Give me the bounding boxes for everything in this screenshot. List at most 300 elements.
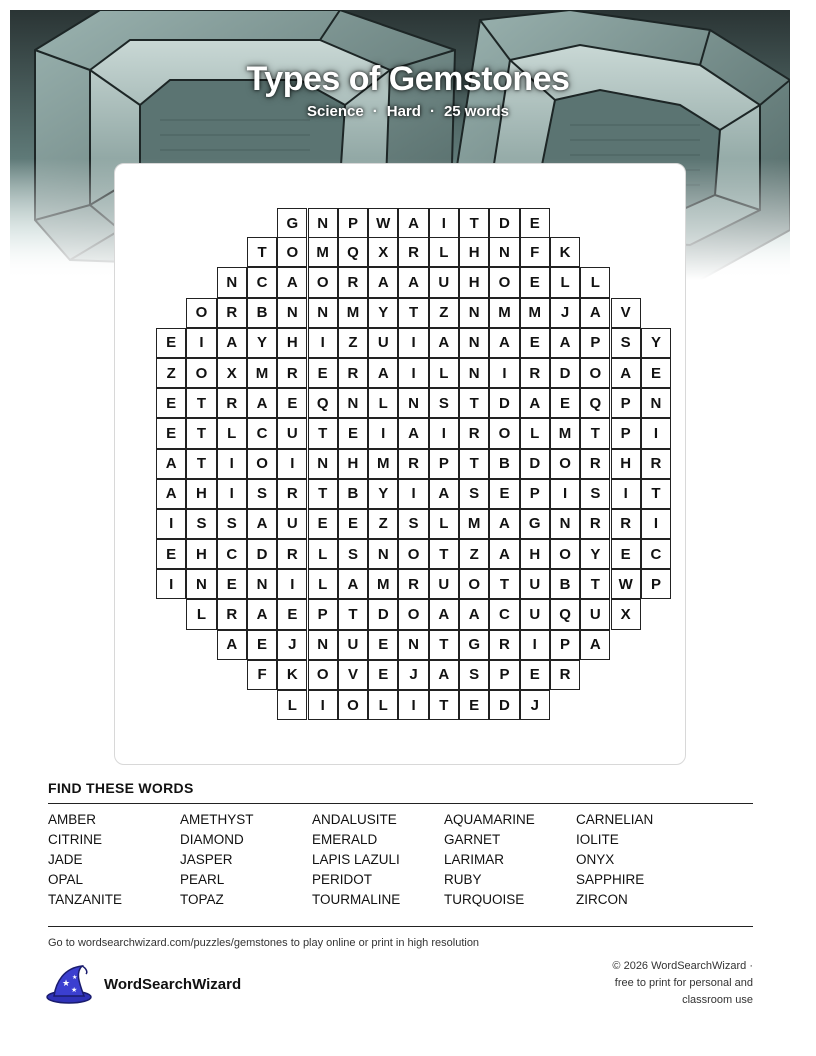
grid-cell[interactable]: N [489, 237, 519, 267]
grid-cell[interactable]: U [338, 630, 368, 660]
grid-cell[interactable]: T [489, 569, 519, 599]
grid-cell[interactable]: I [217, 479, 247, 509]
grid-cell[interactable]: E [338, 418, 368, 448]
grid-row [157, 268, 672, 298]
svg-text:★: ★ [71, 986, 78, 994]
grid-cell[interactable]: R [398, 237, 428, 267]
letter-grid[interactable] [157, 208, 672, 721]
grid-cell[interactable]: R [459, 418, 489, 448]
grid-cell[interactable]: K [277, 660, 307, 690]
grid-cell[interactable]: D [520, 449, 550, 479]
grid-cell[interactable]: U [520, 569, 550, 599]
grid-cell[interactable]: A [247, 509, 277, 539]
grid-cell[interactable]: L [550, 267, 580, 297]
grid-cell[interactable]: A [398, 418, 428, 448]
grid-cell[interactable]: A [429, 479, 459, 509]
grid-cell[interactable]: P [429, 449, 459, 479]
word-list-item: RUBY [444, 872, 482, 887]
grid-cell[interactable]: N [308, 630, 338, 660]
grid-cell[interactable]: E [459, 690, 489, 720]
grid-cell[interactable]: I [429, 208, 459, 238]
grid-cell[interactable]: E [368, 660, 398, 690]
grid-cell[interactable]: L [429, 237, 459, 267]
grid-cell[interactable]: I [489, 358, 519, 388]
grid-cell[interactable]: H [459, 237, 489, 267]
grid-cell[interactable]: E [611, 539, 641, 569]
grid-cell[interactable]: T [186, 388, 216, 418]
grid-row [157, 600, 672, 630]
grid-cell[interactable]: S [186, 509, 216, 539]
grid-cell[interactable]: B [550, 569, 580, 599]
grid-cell[interactable]: I [277, 449, 307, 479]
grid-cell[interactable]: I [398, 328, 428, 358]
word-list [48, 812, 753, 908]
grid-cell[interactable]: A [429, 660, 459, 690]
grid-cell[interactable]: Y [368, 298, 398, 328]
grid-cell[interactable]: N [641, 388, 671, 418]
grid-cell[interactable]: T [186, 418, 216, 448]
grid-cell[interactable]: L [308, 569, 338, 599]
grid-cell[interactable]: H [186, 539, 216, 569]
grid-cell[interactable]: S [217, 509, 247, 539]
grid-cell[interactable]: S [580, 479, 610, 509]
grid-cell[interactable]: A [489, 539, 519, 569]
grid-cell[interactable]: I [398, 358, 428, 388]
grid-cell[interactable]: M [338, 298, 368, 328]
grid-cell[interactable]: U [277, 509, 307, 539]
word-list-item: IOLITE [576, 832, 619, 847]
grid-cell[interactable]: N [308, 208, 338, 238]
grid-cell[interactable]: Z [459, 539, 489, 569]
grid-cell[interactable]: N [550, 509, 580, 539]
grid-cell[interactable]: I [611, 479, 641, 509]
grid-cell[interactable]: D [489, 690, 519, 720]
separator-dot: · [429, 103, 435, 120]
grid-cell[interactable]: T [429, 539, 459, 569]
grid-cell[interactable]: J [520, 690, 550, 720]
grid-cell[interactable]: T [459, 388, 489, 418]
grid-cell[interactable]: L [308, 539, 338, 569]
brand-name: WordSearchWizard [104, 975, 242, 993]
word-list-item: TOPAZ [180, 892, 224, 907]
grid-cell[interactable]: U [277, 418, 307, 448]
grid-cell[interactable]: T [429, 630, 459, 660]
puzzle-meta [0, 103, 816, 120]
grid-cell[interactable]: I [217, 449, 247, 479]
grid-cell[interactable]: Y [368, 479, 398, 509]
grid-cell[interactable]: G [277, 208, 307, 238]
grid-cell[interactable]: M [459, 509, 489, 539]
word-list-item: CITRINE [48, 832, 102, 847]
puzzle-title: Types of Gemstones [246, 60, 570, 98]
grid-cell[interactable]: I [308, 328, 338, 358]
grid-cell[interactable]: C [489, 599, 519, 629]
grid-cell[interactable]: D [247, 539, 277, 569]
word-list-item: GARNET [444, 832, 501, 847]
grid-cell[interactable]: H [459, 267, 489, 297]
word-list-item: ONYX [576, 852, 615, 867]
grid-cell[interactable]: I [308, 690, 338, 720]
grid-cell[interactable]: R [489, 630, 519, 660]
grid-cell[interactable]: I [398, 690, 428, 720]
grid-cell[interactable]: B [489, 449, 519, 479]
grid-cell[interactable]: O [398, 539, 428, 569]
grid-cell[interactable]: A [247, 599, 277, 629]
grid-cell[interactable]: J [398, 660, 428, 690]
grid-row [157, 238, 672, 268]
grid-cell[interactable]: P [520, 479, 550, 509]
grid-cell[interactable]: C [247, 418, 277, 448]
grid-cell[interactable]: O [580, 358, 610, 388]
grid-cell[interactable]: L [580, 267, 610, 297]
grid-cell[interactable]: E [156, 328, 186, 358]
word-list-item: JASPER [180, 852, 233, 867]
grid-cell[interactable]: E [641, 358, 671, 388]
grid-cell[interactable]: R [550, 660, 580, 690]
word-list-item: TURQUOISE [444, 892, 525, 907]
grid-cell[interactable]: Z [429, 298, 459, 328]
grid-cell[interactable]: O [338, 690, 368, 720]
grid-row [157, 359, 672, 389]
grid-cell[interactable]: A [580, 630, 610, 660]
puzzle-category: Science [307, 103, 364, 120]
brand-logo[interactable] [46, 964, 241, 1004]
grid-cell[interactable]: O [489, 418, 519, 448]
grid-cell[interactable]: I [520, 630, 550, 660]
grid-cell[interactable]: E [338, 509, 368, 539]
grid-cell[interactable]: B [247, 298, 277, 328]
grid-cell[interactable]: H [277, 328, 307, 358]
word-list-item: LAPIS LAZULI [312, 852, 400, 867]
grid-cell[interactable]: A [398, 267, 428, 297]
grid-cell[interactable]: S [459, 660, 489, 690]
grid-cell[interactable]: G [520, 509, 550, 539]
grid-cell[interactable]: I [550, 479, 580, 509]
grid-cell[interactable]: H [186, 479, 216, 509]
grid-cell[interactable]: Y [247, 328, 277, 358]
grid-cell[interactable]: G [459, 630, 489, 660]
grid-cell[interactable]: N [308, 298, 338, 328]
grid-cell[interactable]: P [550, 630, 580, 660]
grid-cell[interactable]: E [277, 388, 307, 418]
grid-cell[interactable]: Z [338, 328, 368, 358]
grid-cell[interactable]: L [429, 358, 459, 388]
svg-text:★: ★ [72, 974, 78, 981]
grid-cell[interactable]: N [368, 539, 398, 569]
grid-cell[interactable]: I [429, 418, 459, 448]
grid-cell[interactable]: D [489, 388, 519, 418]
grid-cell[interactable]: T [580, 418, 610, 448]
grid-cell[interactable]: N [459, 298, 489, 328]
grid-cell[interactable]: K [550, 237, 580, 267]
grid-cell[interactable]: A [247, 388, 277, 418]
word-list-item: ZIRCON [576, 892, 628, 907]
grid-cell[interactable]: O [489, 267, 519, 297]
grid-cell[interactable]: I [277, 569, 307, 599]
grid-cell[interactable]: I [641, 418, 671, 448]
grid-row [157, 480, 672, 510]
grid-cell[interactable]: E [550, 388, 580, 418]
grid-cell[interactable]: C [247, 267, 277, 297]
grid-cell[interactable]: L [368, 388, 398, 418]
grid-cell[interactable]: E [520, 208, 550, 238]
grid-row [157, 631, 672, 661]
grid-cell[interactable]: P [611, 418, 641, 448]
grid-cell[interactable]: L [186, 599, 216, 629]
grid-cell[interactable]: M [520, 298, 550, 328]
grid-cell[interactable]: D [489, 208, 519, 238]
grid-cell[interactable]: T [308, 479, 338, 509]
grid-cell[interactable]: Q [338, 237, 368, 267]
grid-cell[interactable]: X [368, 237, 398, 267]
grid-cell[interactable]: Y [580, 539, 610, 569]
grid-cell[interactable]: F [520, 237, 550, 267]
grid-cell[interactable]: A [550, 328, 580, 358]
word-list-heading: FIND THESE WORDS [48, 780, 194, 796]
grid-cell[interactable]: E [277, 599, 307, 629]
grid-cell[interactable]: R [217, 599, 247, 629]
grid-cell[interactable]: E [520, 328, 550, 358]
divider [48, 803, 753, 804]
grid-cell[interactable]: I [368, 418, 398, 448]
separator-dot: · [372, 103, 378, 120]
grid-row [157, 419, 672, 449]
grid-cell[interactable]: O [398, 599, 428, 629]
grid-cell[interactable]: E [156, 388, 186, 418]
grid-cell[interactable]: T [459, 449, 489, 479]
grid-cell[interactable]: R [217, 298, 247, 328]
grid-cell[interactable]: H [338, 449, 368, 479]
word-list-item: AQUAMARINE [444, 812, 535, 827]
grid-cell[interactable]: X [217, 358, 247, 388]
grid-cell[interactable]: P [611, 388, 641, 418]
grid-cell[interactable]: O [277, 237, 307, 267]
grid-cell[interactable]: N [398, 630, 428, 660]
grid-cell[interactable]: L [429, 509, 459, 539]
grid-cell[interactable]: M [368, 569, 398, 599]
grid-cell[interactable]: M [368, 449, 398, 479]
word-list-item: AMETHYST [180, 812, 254, 827]
grid-cell[interactable]: S [459, 479, 489, 509]
grid-cell[interactable]: D [368, 599, 398, 629]
grid-cell[interactable]: P [338, 208, 368, 238]
grid-cell[interactable]: F [247, 660, 277, 690]
grid-cell[interactable]: A [459, 599, 489, 629]
word-list-item: SAPPHIRE [576, 872, 645, 887]
grid-cell[interactable]: A [429, 328, 459, 358]
grid-cell[interactable]: O [550, 449, 580, 479]
grid-cell[interactable]: L [520, 418, 550, 448]
grid-cell[interactable]: A [368, 267, 398, 297]
grid-cell[interactable]: R [611, 509, 641, 539]
grid-cell[interactable]: R [277, 539, 307, 569]
grid-cell[interactable]: M [489, 298, 519, 328]
grid-cell[interactable]: N [186, 569, 216, 599]
grid-cell[interactable]: Q [550, 599, 580, 629]
grid-cell[interactable]: A [217, 630, 247, 660]
grid-cell[interactable]: W [368, 208, 398, 238]
grid-cell[interactable]: J [550, 298, 580, 328]
grid-cell[interactable]: H [611, 449, 641, 479]
grid-cell[interactable]: E [308, 358, 338, 388]
grid-row [157, 329, 672, 359]
word-list-item: TOURMALINE [312, 892, 401, 907]
grid-cell[interactable]: A [277, 267, 307, 297]
grid-cell[interactable]: T [308, 418, 338, 448]
grid-cell[interactable]: A [217, 328, 247, 358]
grid-cell[interactable]: A [580, 298, 610, 328]
grid-cell[interactable]: R [277, 358, 307, 388]
grid-cell[interactable]: A [338, 569, 368, 599]
grid-cell[interactable]: A [156, 449, 186, 479]
grid-cell[interactable]: P [489, 660, 519, 690]
grid-cell[interactable]: M [308, 237, 338, 267]
grid-cell[interactable]: A [368, 358, 398, 388]
grid-cell[interactable]: U [580, 599, 610, 629]
grid-cell[interactable]: O [459, 569, 489, 599]
grid-cell[interactable]: P [641, 569, 671, 599]
grid-cell[interactable]: W [611, 569, 641, 599]
grid-cell[interactable]: X [611, 599, 641, 629]
grid-cell[interactable]: V [338, 660, 368, 690]
grid-cell[interactable]: O [550, 539, 580, 569]
grid-cell[interactable]: H [520, 539, 550, 569]
word-list-item: ANDALUSITE [312, 812, 397, 827]
grid-cell[interactable]: T [186, 449, 216, 479]
grid-cell[interactable]: R [641, 449, 671, 479]
grid-cell[interactable]: E [489, 479, 519, 509]
grid-row [157, 510, 672, 540]
grid-cell[interactable]: O [186, 298, 216, 328]
grid-cell[interactable]: C [641, 539, 671, 569]
word-list-item: OPAL [48, 872, 84, 887]
grid-cell[interactable]: E [247, 630, 277, 660]
divider [48, 926, 753, 927]
grid-cell[interactable]: B [338, 479, 368, 509]
grid-cell[interactable]: T [580, 569, 610, 599]
grid-cell[interactable]: M [550, 418, 580, 448]
grid-cell[interactable]: A [429, 599, 459, 629]
word-list-item: TANZANITE [48, 892, 122, 907]
copyright-line: © 2026 WordSearchWizard · [612, 960, 753, 972]
grid-cell[interactable]: V [611, 298, 641, 328]
grid-cell[interactable]: L [277, 690, 307, 720]
grid-cell[interactable]: R [398, 569, 428, 599]
grid-cell[interactable]: U [368, 328, 398, 358]
grid-cell[interactable]: N [277, 298, 307, 328]
grid-cell[interactable]: R [398, 449, 428, 479]
grid-cell[interactable]: S [429, 388, 459, 418]
grid-cell[interactable]: R [338, 267, 368, 297]
grid-cell[interactable]: O [308, 267, 338, 297]
grid-cell[interactable]: N [459, 358, 489, 388]
grid-cell[interactable]: A [520, 388, 550, 418]
grid-cell[interactable]: E [368, 630, 398, 660]
grid-cell[interactable]: Z [156, 358, 186, 388]
grid-cell[interactable]: A [156, 479, 186, 509]
grid-cell[interactable]: E [520, 267, 550, 297]
grid-row [157, 208, 672, 238]
grid-cell[interactable]: J [277, 630, 307, 660]
grid-cell[interactable]: N [308, 449, 338, 479]
grid-cell[interactable]: S [338, 539, 368, 569]
grid-cell[interactable]: S [247, 479, 277, 509]
grid-cell[interactable]: P [580, 328, 610, 358]
grid-cell[interactable]: S [398, 509, 428, 539]
grid-cell[interactable]: E [156, 418, 186, 448]
grid-cell[interactable]: T [641, 479, 671, 509]
grid-cell[interactable]: I [156, 509, 186, 539]
grid-cell[interactable]: R [520, 358, 550, 388]
grid-cell[interactable]: N [247, 569, 277, 599]
grid-cell[interactable]: U [429, 569, 459, 599]
grid-cell[interactable]: Y [641, 328, 671, 358]
grid-cell[interactable]: A [489, 328, 519, 358]
footer-link-text[interactable]: Go to wordsearchwizard.com/puzzles/gemstones to play online or print in high resolution [48, 937, 480, 949]
grid-cell[interactable]: N [217, 267, 247, 297]
grid-cell[interactable]: O [186, 358, 216, 388]
grid-cell[interactable]: C [217, 539, 247, 569]
grid-cell[interactable]: E [156, 539, 186, 569]
grid-cell[interactable]: E [520, 660, 550, 690]
grid-cell[interactable]: R [217, 388, 247, 418]
grid-cell[interactable]: T [338, 599, 368, 629]
grid-cell[interactable]: N [459, 328, 489, 358]
grid-cell[interactable]: S [611, 328, 641, 358]
grid-cell[interactable]: T [429, 690, 459, 720]
grid-cell[interactable]: A [611, 358, 641, 388]
grid-cell[interactable]: I [156, 569, 186, 599]
word-list-item: DIAMOND [180, 832, 244, 847]
grid-cell[interactable]: T [247, 237, 277, 267]
grid-cell[interactable]: E [217, 569, 247, 599]
grid-cell[interactable]: Q [580, 388, 610, 418]
grid-row [157, 389, 672, 419]
grid-cell[interactable]: R [580, 449, 610, 479]
grid-cell[interactable]: U [520, 599, 550, 629]
grid-cell[interactable]: R [338, 358, 368, 388]
grid-cell[interactable]: M [247, 358, 277, 388]
grid-cell[interactable]: E [308, 509, 338, 539]
puzzle-word-count: 25 words [443, 103, 509, 120]
grid-cell[interactable]: I [398, 479, 428, 509]
grid-cell[interactable]: R [580, 509, 610, 539]
grid-cell[interactable]: A [489, 509, 519, 539]
grid-cell[interactable]: N [338, 388, 368, 418]
grid-cell[interactable]: R [277, 479, 307, 509]
grid-cell[interactable]: U [429, 267, 459, 297]
grid-cell[interactable]: Z [368, 509, 398, 539]
word-list-item: CARNELIAN [576, 812, 654, 827]
word-list-item: AMBER [48, 812, 97, 827]
grid-cell[interactable]: A [398, 208, 428, 238]
grid-cell[interactable]: T [398, 298, 428, 328]
grid-cell[interactable]: I [641, 509, 671, 539]
grid-cell[interactable]: D [550, 358, 580, 388]
grid-cell[interactable]: L [217, 418, 247, 448]
grid-cell[interactable]: P [308, 599, 338, 629]
grid-cell[interactable]: I [186, 328, 216, 358]
grid-cell[interactable]: Q [308, 388, 338, 418]
grid-cell[interactable]: L [368, 690, 398, 720]
word-list-item: EMERALD [312, 832, 378, 847]
grid-cell[interactable]: O [247, 449, 277, 479]
grid-row [157, 570, 672, 600]
grid-cell[interactable]: O [308, 660, 338, 690]
grid-cell[interactable]: T [459, 208, 489, 238]
copyright-notice [583, 958, 753, 1009]
grid-cell[interactable]: N [398, 388, 428, 418]
